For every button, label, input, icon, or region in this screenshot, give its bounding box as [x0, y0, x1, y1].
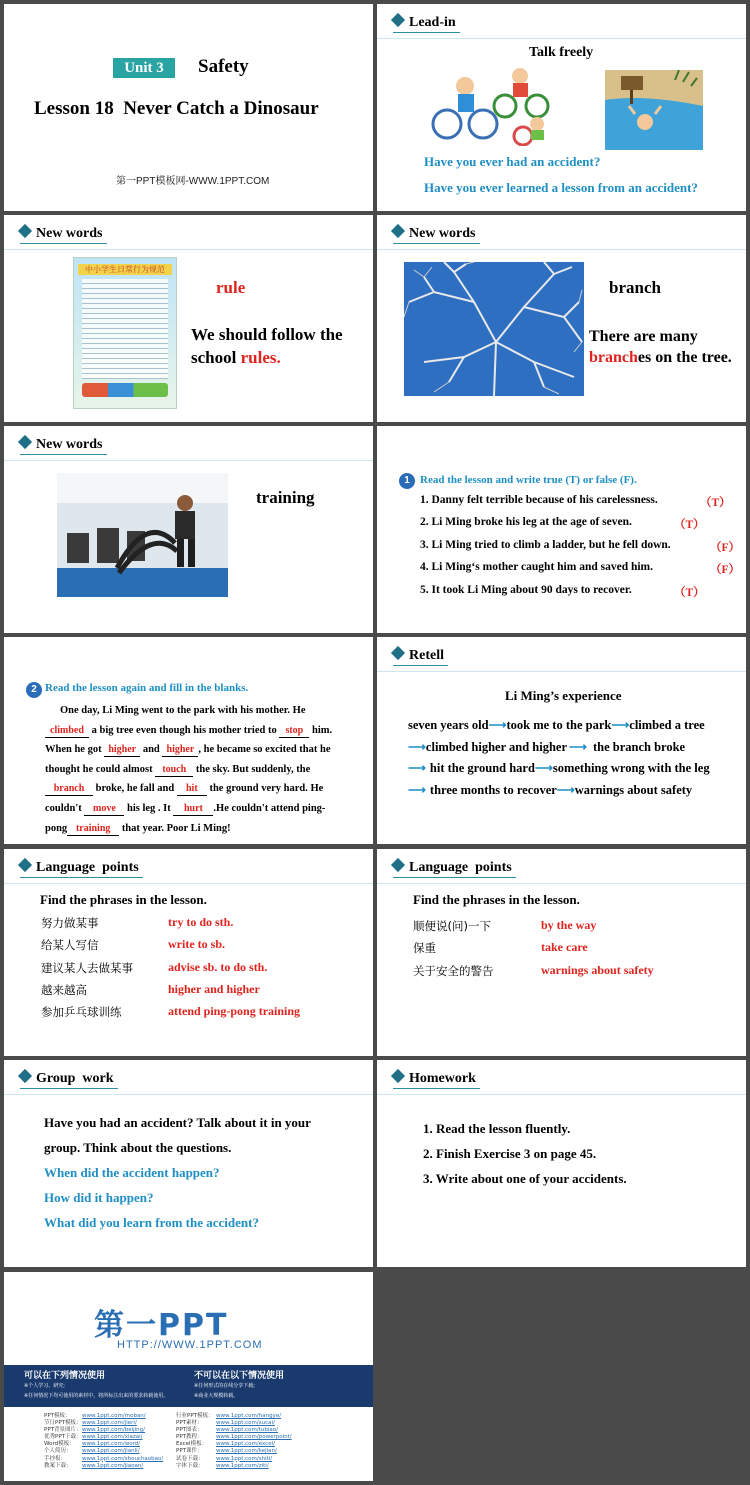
links-right [176, 1413, 292, 1470]
passage-text: the sky. But suddenly, the [195, 763, 311, 775]
exercise-number-badge: 1 [399, 473, 415, 489]
slide-credit [4, 1272, 373, 1481]
link-row [176, 1463, 292, 1470]
arrow-right-icon: ⟶ [408, 782, 426, 797]
blank-answer: touch [155, 764, 193, 777]
link-row [44, 1463, 163, 1470]
slide-language-points-2 [377, 849, 746, 1056]
retell-line [408, 780, 710, 802]
sentence-part-1: There are many [589, 328, 698, 345]
drowning-warning-illustration [605, 70, 703, 150]
section-header: Retell [393, 647, 448, 666]
phrase-chinese: 建议某人去做某事 [41, 960, 133, 975]
link-label: 字体下载： [176, 1462, 204, 1469]
phrase-row [41, 982, 361, 1004]
link-url[interactable]: www.1ppt.com/kejian/ [216, 1448, 277, 1455]
phrases-intro: Find the phrases in the lesson. [40, 892, 207, 907]
link-label: PPT课件： [176, 1448, 203, 1455]
exercise-instruction: Read the lesson and write true (T) or false (F). [420, 474, 637, 486]
group-work-question: How did it happen? [44, 1190, 154, 1205]
usage-cannot-text: ※商业大规模转载。 [194, 1393, 239, 1399]
link-row [44, 1448, 163, 1455]
link-label: PPT模板： [44, 1413, 71, 1419]
lead-question-1: Have you ever had an accident? [424, 154, 601, 169]
passage-text: him. [311, 724, 333, 736]
link-url[interactable]: www.1ppt.com/shouchaobao/ [82, 1455, 164, 1462]
phrase-row [41, 937, 361, 959]
passage-text: When he got [45, 744, 102, 756]
retell-step: three months to recover [429, 782, 557, 797]
passage-line [45, 819, 370, 839]
blank-answer: higher [162, 744, 198, 757]
passage-text: One day, Li Ming went to the park with his mother. He [60, 705, 306, 716]
gym-training-photo [57, 473, 228, 597]
diamond-icon [18, 1069, 32, 1083]
passage-line [45, 740, 370, 760]
section-header: Language points [393, 859, 516, 878]
exercise-number-badge: 2 [26, 682, 42, 698]
phrase-chinese: 努力做某事 [41, 916, 99, 930]
passage-text: .He couldn't attend ping- [213, 802, 326, 814]
phrase-english: higher and higher [168, 981, 260, 996]
header-rule [377, 249, 746, 250]
group-work-text: group. Think about the questions. [44, 1140, 232, 1155]
retell-step: climbed a tree [629, 718, 705, 732]
header-rule [4, 1094, 373, 1095]
passage-text: thought he could almost [45, 763, 153, 775]
sentence-highlight: rules. [240, 348, 281, 367]
diamond-icon [391, 646, 405, 660]
diamond-icon [391, 224, 405, 238]
group-work-question: What did you learn from the accident? [44, 1215, 259, 1230]
tf-item-answer: （F） [710, 564, 741, 577]
phrase-english: write to sb. [168, 937, 225, 952]
lesson-title: Lesson 18 Never Catch a Dinosaur [34, 98, 319, 119]
topic-title: Safety [198, 56, 249, 77]
link-label: 节日PPT模板： [44, 1420, 82, 1427]
slide-title [4, 4, 373, 211]
blank-answer: stop [279, 725, 309, 738]
phrase-english: warnings about safety [541, 962, 654, 977]
phrase-table [413, 918, 733, 985]
passage-line [45, 721, 370, 741]
section-header: New words [20, 225, 107, 244]
word-branch: branch [609, 278, 661, 297]
retell-line [408, 758, 710, 780]
talk-title: Talk freely [529, 45, 594, 60]
tf-item [420, 516, 740, 538]
link-label: 优秀PPT下载： [44, 1434, 82, 1441]
arrow-right-icon: ⟶ [408, 761, 426, 775]
link-row [44, 1456, 163, 1463]
passage-text: the ground very hard. He [209, 783, 324, 795]
tf-list [420, 494, 740, 606]
lead-question-2: Have you ever learned a lesson from an accident? [424, 180, 698, 195]
homework-list [423, 1116, 627, 1191]
section-header: Lead-in [393, 14, 460, 33]
homework-item: 3. Write about one of your accidents. [423, 1171, 627, 1186]
phrase-table [41, 915, 361, 1026]
phrase-english: attend ping-pong training [168, 1004, 301, 1019]
header-rule [4, 883, 373, 884]
tf-item-text: 2. Li Ming broke his leg at the age of seven. [420, 516, 632, 529]
link-label: Excel模板： [176, 1441, 208, 1448]
blank-answer: climbed [45, 725, 89, 738]
usage-cannot-text: ※任何形式的在线分享下载; [194, 1383, 255, 1389]
usage-cannot-title: 不可以在以下情况使用 [194, 1371, 285, 1381]
passage-line [45, 701, 370, 721]
passage-text: couldn't [45, 802, 82, 814]
rules-poster-image [73, 257, 177, 409]
link-row [176, 1448, 292, 1455]
link-url[interactable]: www.1ppt.com/xiazai/ [82, 1434, 143, 1441]
phrase-row [41, 915, 361, 937]
usage-banner [4, 1365, 373, 1407]
link-label: 手抄报： [44, 1455, 67, 1462]
exercise-instruction: Read the lesson again and fill in the blanks. [45, 682, 249, 694]
tf-item-text: 5. It took Li Ming about 90 days to recover. [420, 583, 632, 596]
link-row [176, 1456, 292, 1463]
link-url[interactable]: www.1ppt.com/jianli/ [82, 1448, 140, 1455]
phrase-chinese: 顺便说(问)一下 [413, 919, 491, 933]
blank-answer: hit [177, 783, 207, 796]
phrase-row [41, 1004, 361, 1026]
group-work-question: When did the accident happen? [44, 1165, 220, 1180]
word-rule: rule [216, 278, 246, 297]
passage-text: his leg . It [127, 802, 171, 814]
slide-word-rule [4, 215, 373, 422]
word-training: training [256, 488, 315, 507]
arrow-right-icon: ⟶ [611, 718, 630, 732]
section-header: Group work [20, 1070, 118, 1089]
link-url[interactable]: www.1ppt.com/sucai/ [216, 1420, 275, 1427]
tf-item-answer: （T） [674, 586, 705, 599]
phrase-english: advise sb. to do sth. [168, 959, 268, 974]
slide-language-points-1 [4, 849, 373, 1056]
homework-item: 2. Finish Exercise 3 on page 45. [423, 1146, 597, 1161]
slide-lead-in [377, 4, 746, 211]
poster-text-lines [82, 279, 168, 379]
diamond-icon [18, 858, 32, 872]
section-header: New words [20, 436, 107, 455]
brand-url[interactable]: HTTP://WWW.1PPT.COM [117, 1339, 263, 1351]
passage-text: and [142, 744, 160, 756]
phrase-chinese: 关于安全的警告 [413, 963, 494, 978]
example-sentence [191, 323, 343, 369]
header-rule [4, 460, 373, 461]
tf-item [420, 539, 740, 561]
usage-can-text: ※任何情况下均可使用的素材中，将所标注出来的要求转载使用。 [24, 1393, 169, 1399]
tf-item-answer: （T） [700, 497, 731, 509]
tf-item [420, 584, 740, 606]
diamond-icon [18, 435, 32, 449]
blank-answer: branch [45, 783, 93, 796]
slide-fill-blanks [4, 637, 373, 844]
retell-line [408, 715, 710, 737]
arrow-right-icon: ⟶ [569, 739, 587, 754]
passage-line [45, 799, 370, 819]
sentence-part-2: school [191, 348, 241, 367]
link-label: PPT素材： [176, 1420, 203, 1427]
tf-item-answer: （T） [674, 519, 705, 532]
link-url[interactable]: www.1ppt.com/shiti/ [216, 1455, 273, 1462]
usage-can-text: ※个人学习、研究; [24, 1383, 65, 1389]
retell-step: hit the ground hard [429, 761, 535, 775]
retell-chain [408, 715, 710, 801]
phrase-chinese: 参加乒乓球训练 [41, 1005, 122, 1020]
link-label: 试卷下载： [176, 1455, 204, 1462]
sentence-highlight: branch [589, 349, 638, 366]
diamond-icon [391, 13, 405, 27]
phrase-row [413, 918, 733, 940]
phrase-english: try to do sth. [168, 915, 234, 929]
group-work-text: Have you had an accident? Talk about it in your [44, 1115, 311, 1130]
retell-title: Li Ming’s experience [505, 688, 622, 703]
slide-word-training [4, 426, 373, 633]
retell-step: something wrong with the leg [552, 761, 710, 775]
phrase-chinese: 越来越高 [41, 982, 87, 997]
header-rule [377, 1094, 746, 1095]
phrase-row [413, 963, 733, 985]
tree-branches-photo [404, 262, 584, 396]
section-header: Language points [20, 859, 143, 878]
link-label: 教案下载： [44, 1462, 72, 1469]
link-label: PPT背景图片： [44, 1427, 82, 1434]
blank-answer: hurt [173, 803, 213, 816]
slide-group-work [4, 1060, 373, 1267]
slide-retell [377, 637, 746, 844]
usage-can-title: 可以在下列情况使用 [24, 1371, 106, 1381]
link-url[interactable]: www.1ppt.com/excel/ [216, 1441, 275, 1448]
link-url[interactable]: www.1ppt.com/hangye/ [216, 1413, 282, 1419]
phrase-english: by the way [541, 918, 597, 932]
homework-item: 1. Read the lesson fluently. [423, 1121, 571, 1136]
link-url[interactable]: www.1ppt.com/moban/ [82, 1413, 146, 1419]
sentence-part-2: es on the tree. [637, 349, 732, 366]
brand-logo: 第一PPT [94, 1308, 229, 1343]
retell-line [408, 737, 710, 759]
arrow-right-icon: ⟶ [534, 761, 553, 775]
header-rule [377, 883, 746, 884]
sentence-part-1: We should follow the [191, 325, 343, 344]
passage-text: pong [45, 822, 68, 834]
link-label: 个人简历： [44, 1448, 72, 1455]
passage-text: broke, he fall and [95, 783, 175, 795]
phrase-row [41, 960, 361, 982]
link-label: 行业PPT模板： [176, 1413, 214, 1419]
header-rule [377, 671, 746, 672]
link-url[interactable]: www.1ppt.com/word/ [82, 1441, 141, 1448]
passage-line [45, 760, 370, 780]
passage-line [45, 779, 370, 799]
retell-step: seven years old [408, 718, 489, 732]
example-sentence [589, 326, 732, 368]
passage-text: , he became so excited that he [198, 744, 331, 756]
passage-text: that year. Poor Li Ming! [121, 822, 231, 834]
group-work-body [44, 1110, 311, 1235]
header-rule [377, 38, 746, 39]
phrase-chinese: 给某人写信 [41, 938, 99, 953]
diamond-icon [391, 858, 405, 872]
tf-item-text: 1. Danny felt terrible because of his carelessness. [420, 494, 658, 506]
arrow-right-icon: ⟶ [488, 718, 507, 732]
phrase-row [413, 940, 733, 962]
blank-answer: training [67, 823, 119, 836]
poster-title: 中小学生日常行为规范 [78, 264, 172, 275]
cloze-passage [45, 701, 370, 838]
diamond-icon [18, 224, 32, 238]
phrase-chinese: 保重 [413, 941, 436, 956]
phrase-english: take care [541, 940, 588, 955]
link-url[interactable]: www.1ppt.com/beijing/ [82, 1427, 146, 1434]
header-rule [4, 249, 373, 250]
section-header: New words [393, 225, 480, 244]
link-url[interactable]: www.1ppt.com/powerpoint/ [216, 1434, 292, 1441]
link-label: Word模板： [44, 1441, 75, 1448]
slide-word-branch [377, 215, 746, 422]
phrases-intro: Find the phrases in the lesson. [413, 892, 580, 907]
tf-item [420, 561, 740, 583]
arrow-right-icon: ⟶ [556, 782, 575, 797]
site-credit: 第一PPT模板网-WWW.1PPT.COM [116, 176, 270, 187]
blank-answer: higher [104, 744, 140, 757]
section-header: Homework [393, 1070, 480, 1089]
link-url[interactable]: www.1ppt.com/tubiao/ [216, 1427, 278, 1434]
tf-item-answer: （F） [710, 541, 741, 554]
retell-step: climbed higher and higher [425, 739, 568, 754]
links-left [44, 1413, 163, 1470]
retell-step: took me to the park [506, 718, 612, 732]
link-url[interactable]: www.1ppt.com/ziti/ [216, 1462, 269, 1469]
link-label: PPT教程： [176, 1434, 203, 1441]
blank-answer: move [84, 803, 124, 816]
tf-item [420, 494, 740, 516]
poster-books-icon [82, 383, 168, 397]
retell-step: warnings about safety [574, 782, 693, 797]
tf-item-text: 3. Li Ming tried to climb a ladder, but he fell down. [420, 538, 671, 551]
passage-text: a big tree even though his mother tried to [91, 724, 277, 736]
link-url[interactable]: www.1ppt.com/jieri/ [82, 1420, 137, 1427]
tf-item-text: 4. Li Ming‘s mother caught him and saved him. [420, 561, 654, 574]
arrow-right-icon: ⟶ [408, 739, 426, 754]
diamond-icon [391, 1069, 405, 1083]
retell-step: the branch broke [592, 739, 686, 754]
slide-true-false [377, 426, 746, 633]
link-label: PPT图表： [176, 1427, 203, 1434]
slide-homework [377, 1060, 746, 1267]
kids-cycling-illustration [425, 66, 555, 146]
unit-badge: Unit 3 [113, 58, 175, 78]
link-url[interactable]: www.1ppt.com/jiaoan/ [82, 1462, 144, 1469]
